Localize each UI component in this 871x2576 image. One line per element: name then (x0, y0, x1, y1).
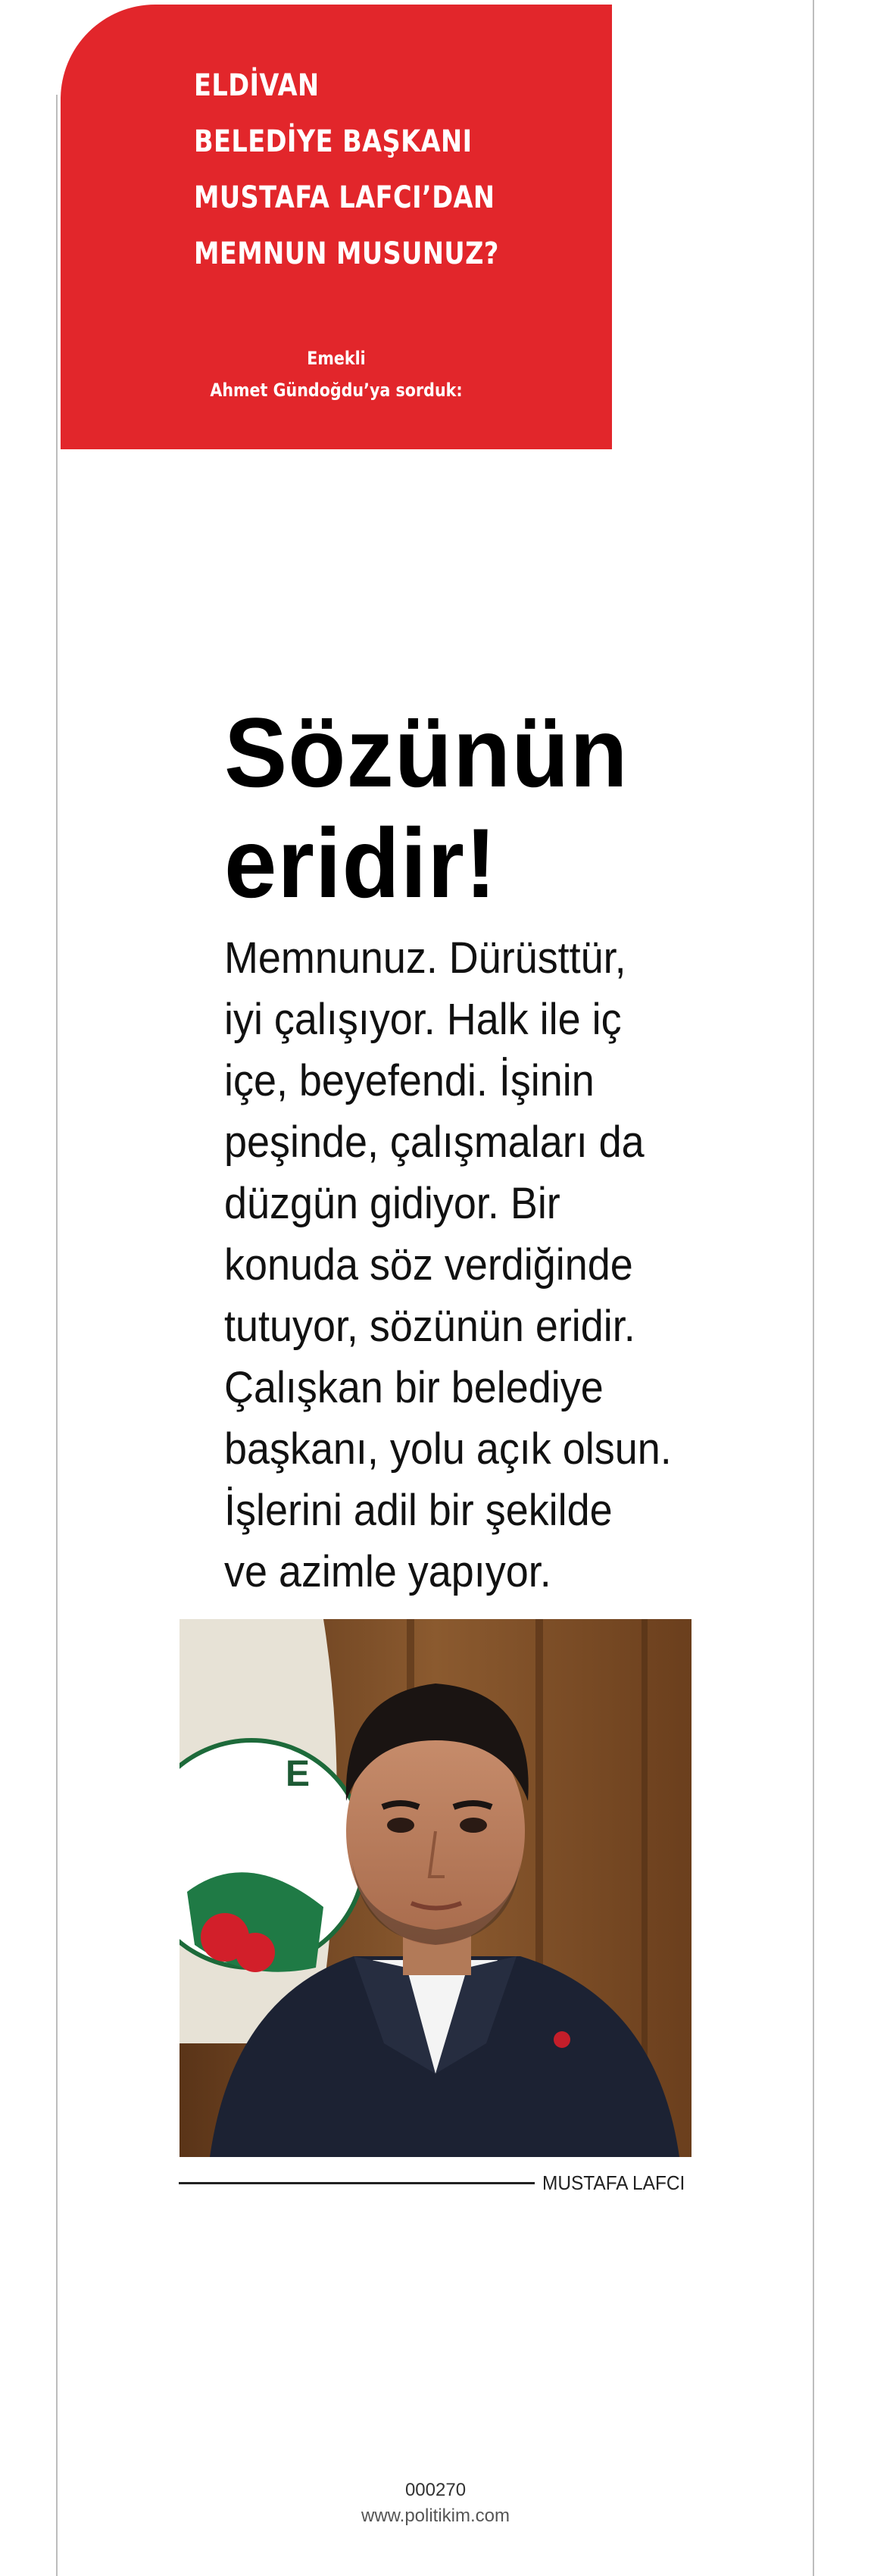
left-page-rule (56, 95, 58, 2576)
respondent-info (61, 342, 612, 406)
portrait-photo (180, 1619, 691, 2157)
headline-line: eridir! (224, 808, 498, 918)
website-link[interactable]: www.politikim.com (361, 2506, 510, 2526)
question-title-line: ELDİVAN (194, 68, 320, 103)
body-line: İşlerini adil bir şekilde (224, 1486, 613, 1535)
page-footer (0, 2478, 871, 2529)
quote-headline (224, 697, 645, 918)
question-header-box (61, 5, 612, 449)
body-line: ve azimle yapıyor. (224, 1547, 551, 1596)
body-line: düzgün gidiyor. Bir (224, 1179, 560, 1228)
respondent-name: Ahmet Gündoğdu’ya sorduk: (210, 380, 463, 401)
body-line: Çalışkan bir belediye (224, 1363, 604, 1412)
lapel-pin-icon (554, 2031, 570, 2048)
respondent-role: Emekli (307, 348, 366, 369)
question-title-line: MEMNUN MUSUNUZ? (194, 236, 499, 271)
question-title-line: BELEDİYE BAŞKANI (194, 124, 473, 159)
body-line: içe, beyefendi. İşinin (224, 1056, 595, 1105)
question-title (194, 58, 601, 282)
question-title-line: MUSTAFA LAFCI’DAN (194, 180, 495, 215)
caption-divider (179, 2182, 535, 2184)
photo-caption: MUSTAFA LAFCI (542, 2171, 685, 2194)
portrait-illustration (180, 1619, 691, 2157)
page-code: 000270 (404, 2480, 467, 2500)
right-page-rule (813, 0, 814, 2576)
body-line: tutuyor, sözünün eridir. (224, 1302, 635, 1351)
flag-lettering: E (286, 1754, 311, 1794)
body-line: Memnunuz. Dürüsttür, (224, 933, 626, 983)
body-line: başkanı, yolu açık olsun. (224, 1424, 672, 1474)
body-line: peşinde, çalışmaları da (224, 1118, 645, 1167)
body-line: konuda söz verdiğinde (224, 1240, 633, 1290)
answer-body-text (224, 927, 770, 1602)
body-line: iyi çalışıyor. Halk ile iç (224, 995, 622, 1044)
headline-line: Sözünün (224, 697, 629, 808)
